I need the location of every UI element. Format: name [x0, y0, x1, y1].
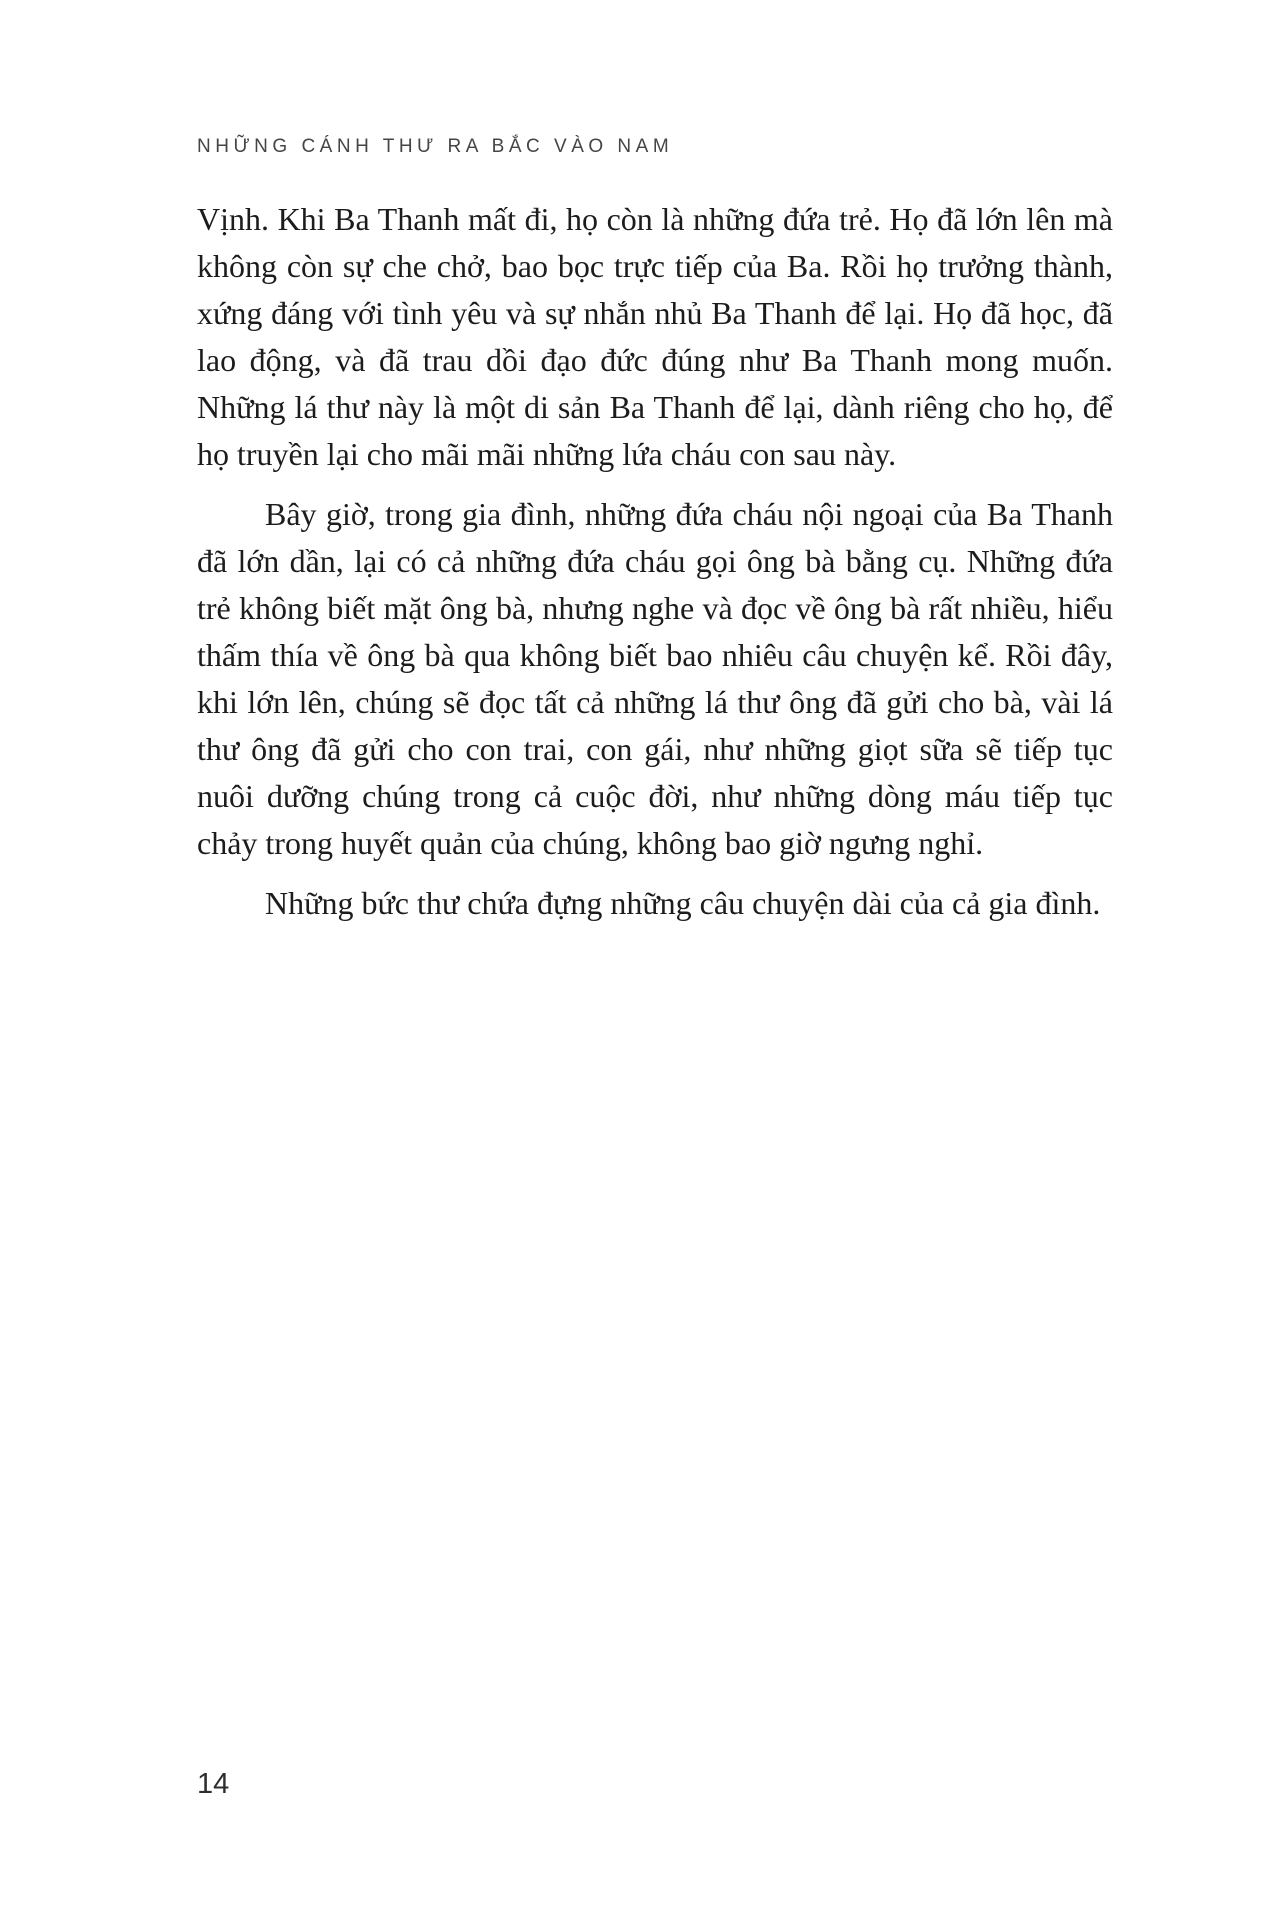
- paragraph: Vịnh. Khi Ba Thanh mất đi, họ còn là những đứa trẻ. Họ đã lớn lên mà không còn sự che chở, bao bọc trực tiếp của Ba. Rồi họ trưởng thành, xứng đáng với tình yêu và sự nhắn nhủ Ba Thanh để lại. Họ đã học, đã lao động, và đã trau dồi đạo đức đúng như Ba Thanh mong muốn. Những lá thư này là một di sản Ba Thanh để lại, dành riêng cho họ, để họ truyền lại cho mãi mãi những lứa cháu con sau này.: [197, 201, 1113, 472]
- paragraph: Những bức thư chứa đựng những câu chuyện dài của cả gia đình.: [265, 885, 1101, 921]
- paragraph: Bây giờ, trong gia đình, những đứa cháu nội ngoại của Ba Thanh đã lớn dần, lại có cả những đứa cháu gọi ông bà bằng cụ. Những đứa trẻ không biết mặt ông bà, nhưng nghe và đọc về ông bà rất nhiều, hiểu thấm thía về ông bà qua không biết bao nhiêu câu chuyện kể. Rồi đây, khi lớn lên, chúng sẽ đọc tất cả những lá thư ông đã gửi cho bà, vài lá thư ông đã gửi cho con trai, con gái, như những giọt sữa sẽ tiếp tục nuôi dưỡng chúng trong cả cuộc đời, như những dòng máu tiếp tục chảy trong huyết quản của chúng, không bao giờ ngưng nghỉ.: [197, 496, 1113, 861]
- page-number: 14: [197, 1768, 230, 1800]
- running-header: NHỮNG CÁNH THƯ RA BẮC VÀO NAM: [197, 136, 674, 157]
- body-text: [197, 196, 1113, 940]
